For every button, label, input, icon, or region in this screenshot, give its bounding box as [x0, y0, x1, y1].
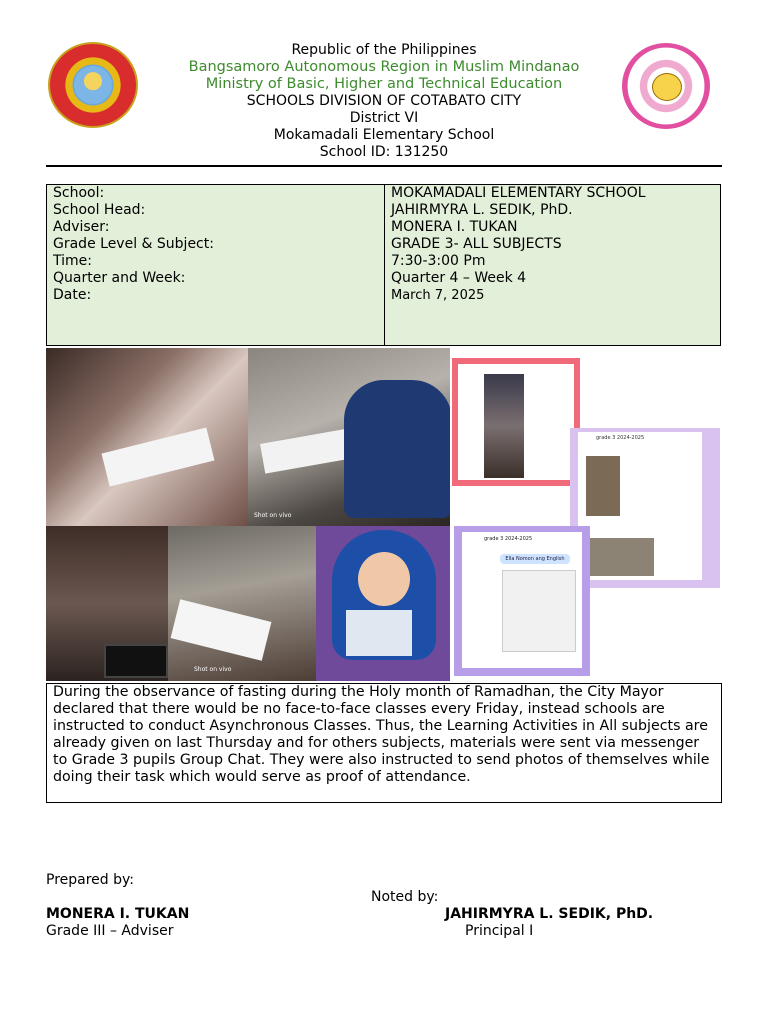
header-divider: [46, 165, 722, 167]
value-adviser: MONERA I. TUKAN: [391, 219, 518, 235]
region-line: Bangsamoro Autonomous Region in Muslim Mindanao: [188, 59, 580, 75]
photo-pupil-tablet: [46, 526, 168, 681]
value-school-head: JAHIRMYRA L. SEDIK, PhD.: [391, 202, 573, 218]
chat-screenshot-3: [454, 526, 590, 676]
label-adviser: Adviser:: [53, 219, 110, 235]
value-school: MOKAMADALI ELEMENTARY SCHOOL: [391, 185, 646, 201]
value-time: 7:30-3:00 Pm: [391, 253, 486, 269]
photo-collage: [46, 347, 720, 682]
chat-screenshot-1: [452, 358, 580, 486]
info-values: [385, 185, 720, 345]
district-line: District VI: [349, 110, 419, 126]
letterhead: [46, 42, 722, 161]
division-line: SCHOOLS DIVISION OF COTABATO CITY: [246, 93, 522, 109]
label-quarter-week: Quarter and Week:: [53, 270, 186, 286]
prepared-by-name: MONERA I. TUKAN: [46, 906, 190, 922]
chat-title: grade 3 2024-2025: [484, 536, 533, 542]
republic-line: Republic of the Philippines: [291, 42, 477, 58]
label-school-head: School Head:: [53, 202, 146, 218]
info-table: [46, 184, 721, 346]
school-id-line: School ID: 131250: [319, 144, 449, 160]
school-name-line: Mokamadali Elementary School: [273, 127, 495, 143]
narrative-text: During the observance of fasting during the Holy month of Ramadhan, the City Mayor declared that there would be no face-to-face classes every Friday, instead schools are instructed to conduct Asynchronous Classes. Thus, the Learning Activities in All subjects are already given on last Thursday and for others subjects, materials were sent via messenger to Grade 3 pupils Group Chat. They were also instructed to send photos of themselves while doing their task which would serve as proof of attendance.: [46, 683, 722, 803]
chat-bubble: Ella Nomon ang English: [500, 554, 570, 564]
value-quarter-week: Quarter 4 – Week 4: [391, 270, 527, 286]
photo-pupil-holding-paper: [316, 526, 450, 681]
noted-by-label: Noted by:: [371, 889, 439, 905]
prepared-by-label: Prepared by:: [46, 872, 134, 888]
photo-pupil-writing-1: [46, 348, 248, 526]
chat-screenshot-2: [570, 428, 720, 588]
prepared-by-role: Grade III – Adviser: [46, 923, 174, 939]
value-date: March 7, 2025: [391, 288, 485, 303]
label-date: Date:: [53, 287, 92, 303]
ministry-line: Ministry of Basic, Higher and Technical Education: [205, 76, 563, 92]
photo-pupils-writing-2: [248, 348, 450, 526]
label-grade-subject: Grade Level & Subject:: [53, 236, 214, 252]
label-school: School:: [53, 185, 105, 201]
group-chat-screenshots: [450, 348, 720, 682]
noted-by-role: Principal I: [465, 923, 534, 939]
noted-by-name: JAHIRMYRA L. SEDIK, PhD.: [445, 906, 654, 922]
photo-watermark: Shot on vivo: [254, 512, 292, 519]
chat-title: grade 3 2024-2025: [596, 435, 645, 441]
photo-watermark: Shot on vivo: [194, 666, 232, 673]
label-time: Time:: [53, 253, 92, 269]
photo-pupil-writing-3: [168, 526, 316, 681]
info-labels: [47, 185, 385, 345]
value-grade-subject: GRADE 3- ALL SUBJECTS: [391, 236, 562, 252]
